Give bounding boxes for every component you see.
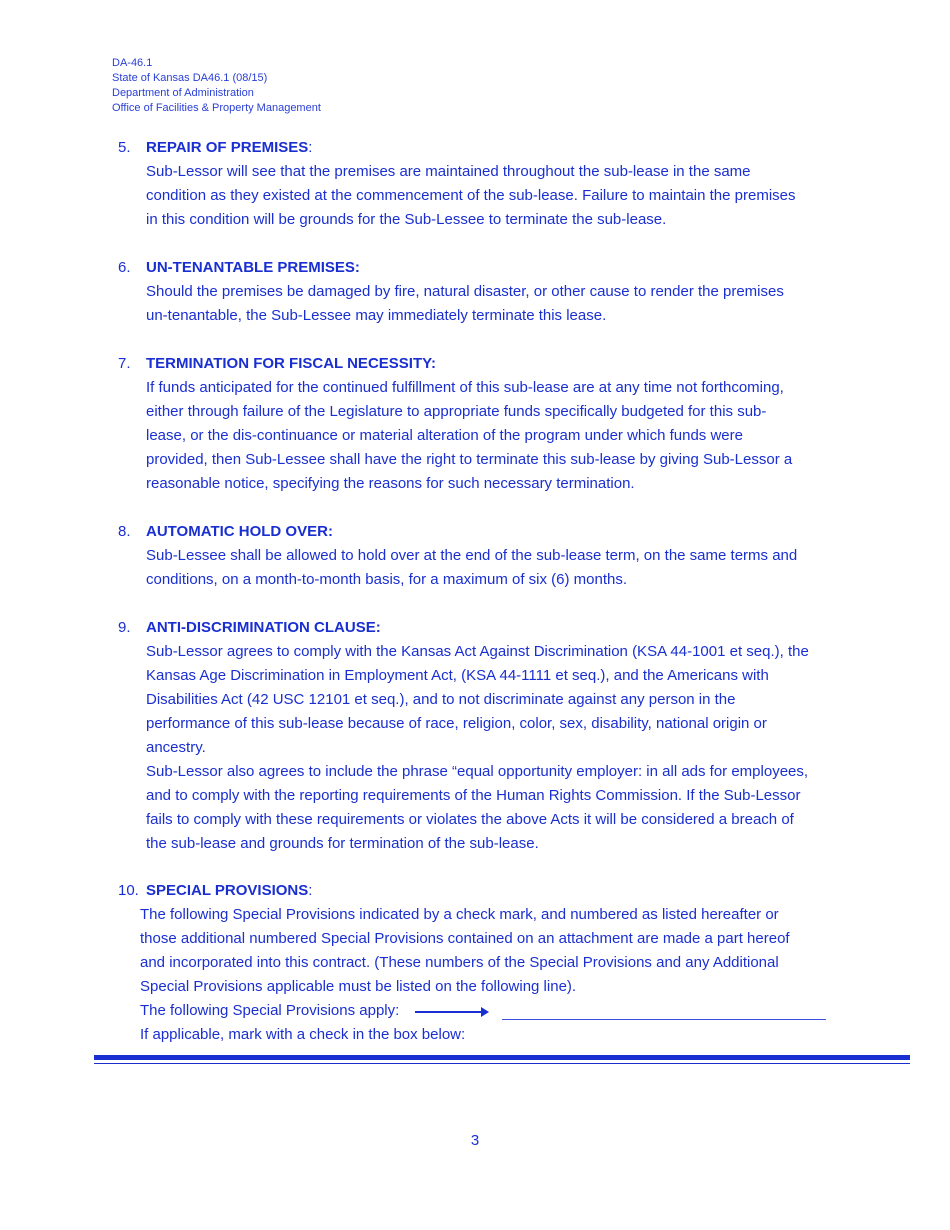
section-body bbox=[146, 376, 848, 496]
footer-divider-thick bbox=[94, 1055, 910, 1060]
section-body bbox=[146, 640, 848, 856]
body-line: Sub-Lessor agrees to comply with the Kansas Act Against Discrimination (KSA 44-1001 et seq.), the bbox=[146, 643, 809, 660]
section-title-suffix: : bbox=[308, 882, 313, 899]
section-number: 9. bbox=[118, 619, 131, 636]
section-title-suffix: : bbox=[308, 139, 313, 156]
section-number: 7. bbox=[118, 355, 131, 372]
body-line: the sub-lease and grounds for termination of the sub-lease. bbox=[146, 835, 539, 852]
arrow-right-icon bbox=[415, 1011, 483, 1013]
department-name: Department of Administration bbox=[112, 87, 254, 99]
section-number: 8. bbox=[118, 523, 131, 540]
body-line: reasonable notice, specifying the reasons for such necessary termination. bbox=[146, 475, 635, 492]
section-automatic-hold-over bbox=[118, 520, 848, 592]
section-number: 10. bbox=[118, 882, 139, 899]
body-line: fails to comply with these requirements or violates the above Acts it will be considered a breach of bbox=[146, 811, 794, 828]
body-line: those additional numbered Special Provisions contained on an attachment are made a part hereof bbox=[140, 930, 790, 947]
section-body bbox=[140, 903, 848, 1047]
body-line: Should the premises be damaged by fire, natural disaster, or other cause to render the premises bbox=[146, 283, 784, 300]
body-line: performance of this sub-lease because of race, religion, color, sex, disability, national origin or bbox=[146, 715, 767, 732]
form-id: DA-46.1 bbox=[112, 57, 153, 69]
form-header bbox=[112, 56, 321, 116]
section-number: 6. bbox=[118, 259, 131, 276]
page-number: 3 bbox=[470, 1132, 480, 1149]
section-title: REPAIR OF PREMISES bbox=[146, 139, 309, 156]
section-special-provisions bbox=[118, 879, 848, 1047]
section-title: TERMINATION FOR FISCAL NECESSITY: bbox=[146, 355, 437, 372]
body-line: either through failure of the Legislature to appropriate funds specifically budgeted for this sub- bbox=[146, 403, 767, 420]
body-line: lease, or the dis-continuance or material alteration of the program under which funds were bbox=[146, 427, 743, 444]
special-provisions-apply-row bbox=[140, 999, 848, 1023]
body-line: Sub-Lessor will see that the premises are maintained throughout the sub-lease in the same bbox=[146, 163, 751, 180]
body-line: Sub-Lessor also agrees to include the phrase “equal opportunity employer: in all ads for employees, bbox=[146, 763, 809, 780]
checkbox-prompt: If applicable, mark with a check in the box below: bbox=[140, 1026, 466, 1043]
section-title: UN-TENANTABLE PREMISES: bbox=[146, 259, 360, 276]
section-number: 5. bbox=[118, 139, 131, 156]
section-repair-of-premises bbox=[118, 136, 848, 232]
body-line: If funds anticipated for the continued fulfillment of this sub-lease are at any time not forthcoming, bbox=[146, 379, 784, 396]
footer-divider-thin bbox=[94, 1063, 910, 1064]
section-title: AUTOMATIC HOLD OVER: bbox=[146, 523, 333, 540]
office-name: Office of Facilities & Property Management bbox=[112, 102, 321, 114]
body-line: The following Special Provisions indicated by a check mark, and numbered as listed hereafter or bbox=[140, 906, 779, 923]
section-un-tenantable-premises bbox=[118, 256, 848, 328]
body-line: condition as they existed at the commencement of the sub-lease. Failure to maintain the premises bbox=[146, 187, 796, 204]
body-line: and incorporated into this contract. (These numbers of the Special Provisions and any Additional bbox=[140, 954, 779, 971]
form-version: State of Kansas DA46.1 (08/15) bbox=[112, 72, 268, 84]
section-body bbox=[146, 280, 848, 328]
section-title: SPECIAL PROVISIONS bbox=[146, 882, 309, 899]
body-line: and to comply with the reporting requirements of the Human Rights Commission. If the Sub-Lessor bbox=[146, 787, 801, 804]
special-provisions-apply-label: The following Special Provisions apply: bbox=[140, 1002, 400, 1019]
body-line: Kansas Age Discrimination in Employment Act, (KSA 44-1111 et seq.), and the Americans with bbox=[146, 667, 769, 684]
body-line: ancestry. bbox=[146, 739, 206, 756]
section-title: ANTI-DISCRIMINATION CLAUSE: bbox=[146, 619, 381, 636]
body-line: conditions, on a month-to-month basis, for a maximum of six (6) months. bbox=[146, 571, 628, 588]
section-anti-discrimination bbox=[118, 616, 848, 856]
section-body bbox=[146, 160, 848, 232]
body-line: in this condition will be grounds for the Sub-Lessee to terminate the sub-lease. bbox=[146, 211, 667, 228]
body-line: Special Provisions applicable must be listed on the following line). bbox=[140, 978, 577, 995]
section-body bbox=[146, 544, 848, 592]
body-line: un-tenantable, the Sub-Lessee may immediately terminate this lease. bbox=[146, 307, 607, 324]
section-termination-fiscal-necessity bbox=[118, 352, 848, 496]
special-provisions-apply-field[interactable] bbox=[502, 1019, 826, 1020]
body-line: Sub-Lessee shall be allowed to hold over at the end of the sub-lease term, on the same terms and bbox=[146, 547, 798, 564]
body-line: provided, then Sub-Lessee shall have the right to terminate this sub-lease by giving Sub-Lessor a bbox=[146, 451, 793, 468]
body-line: Disabilities Act (42 USC 12101 et seq.), and to not discriminate against any person in the bbox=[146, 691, 736, 708]
